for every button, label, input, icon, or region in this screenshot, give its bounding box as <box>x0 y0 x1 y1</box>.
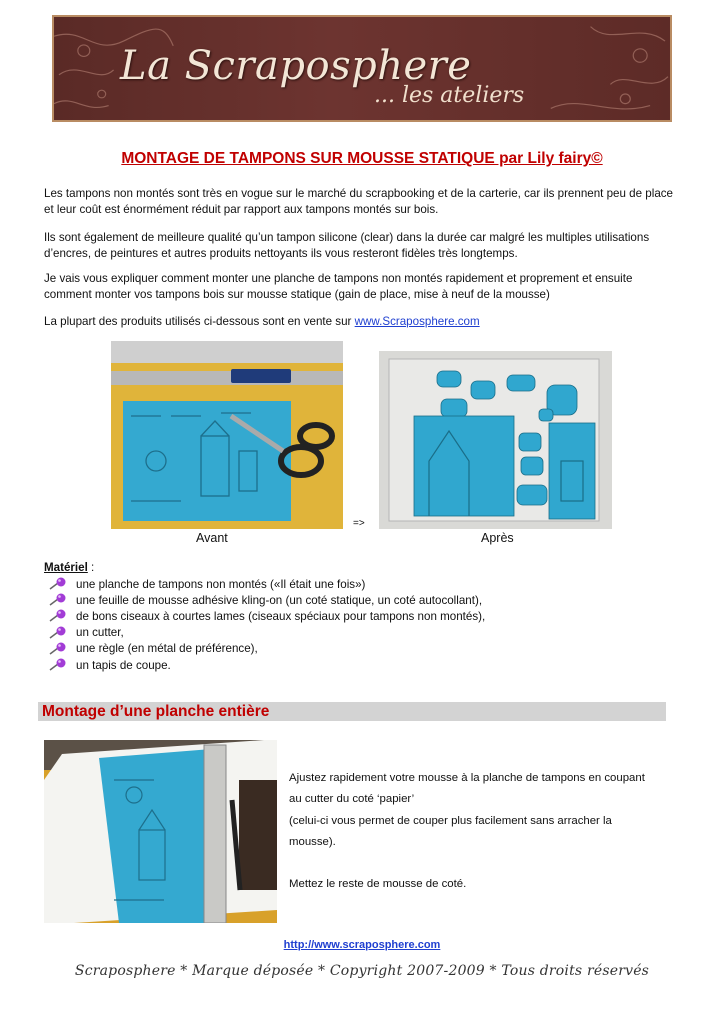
material-item: un cutter, <box>76 626 124 640</box>
caption-before: Avant <box>196 531 228 545</box>
material-item: une règle (en métal de préférence), <box>76 642 258 656</box>
list-item <box>47 592 485 608</box>
intro-paragraph-3: Je vais vous expliquer comment monter une planche de tampons non montés rapidement et proprement et ensuite comment monter vos tampons bois sur mousse statique (gain de place, mise à neuf de la mousse) <box>44 272 633 301</box>
photo-after <box>379 351 612 529</box>
pushpin-icon <box>47 609 69 623</box>
arrow-text: => <box>353 518 365 529</box>
instruction-line: mousse). <box>289 835 336 848</box>
page-title: MONTAGE DE TAMPONS SUR MOUSSE STATIQUE par Lily fairy© <box>121 150 603 167</box>
pushpin-icon <box>47 593 69 607</box>
section-heading: Montage d’une planche entière <box>38 702 666 721</box>
material-item: de bons ciseaux à courtes lames (ciseaux spéciaux pour tampons non montés), <box>76 609 486 623</box>
photo-cutting <box>44 740 277 923</box>
pushpin-icon <box>47 642 69 656</box>
list-item <box>47 641 485 657</box>
material-item: une planche de tampons non montés («Il était une fois») <box>76 577 366 591</box>
materiel-title <box>44 561 94 574</box>
footer-website-link[interactable]: http://www.scraposphere.com <box>283 939 441 951</box>
instruction-line: Mettez le reste de mousse de coté. <box>289 878 467 891</box>
footer-link-container <box>0 939 724 951</box>
instruction-line: au cutter du coté ‘papier’ <box>289 793 415 806</box>
list-item <box>47 576 485 592</box>
list-item <box>47 608 485 624</box>
instruction-line: Ajustez rapidement votre mousse à la planche de tampons en coupant <box>289 772 645 784</box>
materials-list <box>47 576 485 673</box>
brand-name: La Scraposphere <box>120 43 472 89</box>
instruction-spacer <box>289 853 689 874</box>
materiel-colon: : <box>87 561 95 574</box>
materiel-label: Matériel <box>44 561 88 574</box>
list-item <box>47 657 485 673</box>
material-item: une feuille de mousse adhésive kling-on (un coté statique, un coté autocollant), <box>76 593 483 607</box>
copyright-notice: Scraposphere * Marque déposée * Copyright 2007-2009 * Tous droits réservés <box>74 963 650 979</box>
caption-after: Après <box>481 531 514 545</box>
intro-paragraph-4-text: La plupart des produits utilisés ci-dessous sont en vente sur <box>44 315 355 328</box>
pushpin-icon <box>47 658 69 672</box>
brand-subtitle: ... les ateliers <box>374 83 525 108</box>
instruction-line: (celui-ci vous permet de couper plus facilement sans arracher la <box>289 814 612 827</box>
photo-before <box>111 341 343 529</box>
header-banner <box>52 15 672 122</box>
intro-paragraph-1: Les tampons non montés sont très en vogue sur le marché du scrapbooking et de la carterie, car ils prennent peu de place et leur coût est énormément réduit par rapport aux tampons montés sur bois. <box>44 187 674 216</box>
pushpin-icon <box>47 626 69 640</box>
instructions-text <box>289 768 689 895</box>
scraposphere-link[interactable]: www.Scraposphere.com <box>354 315 480 328</box>
intro-paragraph-4 <box>44 314 680 330</box>
list-item <box>47 625 485 641</box>
intro-paragraph-2: Ils sont également de meilleure qualité qu’un tampon silicone (clear) dans la durée car malgré les multiples utilisations d’encres, de peintures et autres produits nettoyants ils vous resteront fidèles très longtemps. <box>44 231 650 260</box>
material-item: un tapis de coupe. <box>76 658 171 672</box>
pushpin-icon <box>47 577 69 591</box>
